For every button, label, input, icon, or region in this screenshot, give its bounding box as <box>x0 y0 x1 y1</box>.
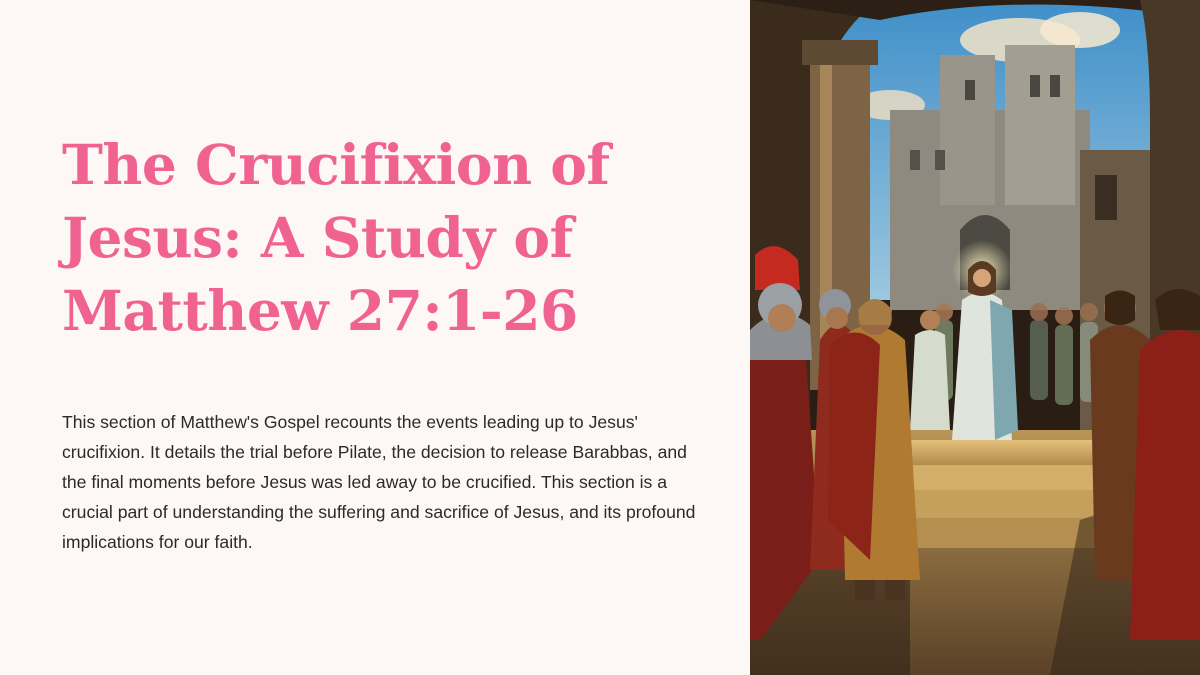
jesus-before-crowd-illustration <box>750 0 1200 675</box>
slide-body-text: This section of Matthew's Gospel recounts the events leading up to Jesus' crucifixion. It details the trial before Pilate, the decision to release Barabbas, and the final moments before Jesus was led away to be crucified. This section is a crucial part of understanding the suffering and sacrifice of Jesus, and its profound implications for our faith. <box>62 412 696 552</box>
illustration-image <box>750 0 1200 675</box>
slide-title: The Crucifixion of Jesus: A Study of Matthew 27:1-26 <box>62 132 610 343</box>
